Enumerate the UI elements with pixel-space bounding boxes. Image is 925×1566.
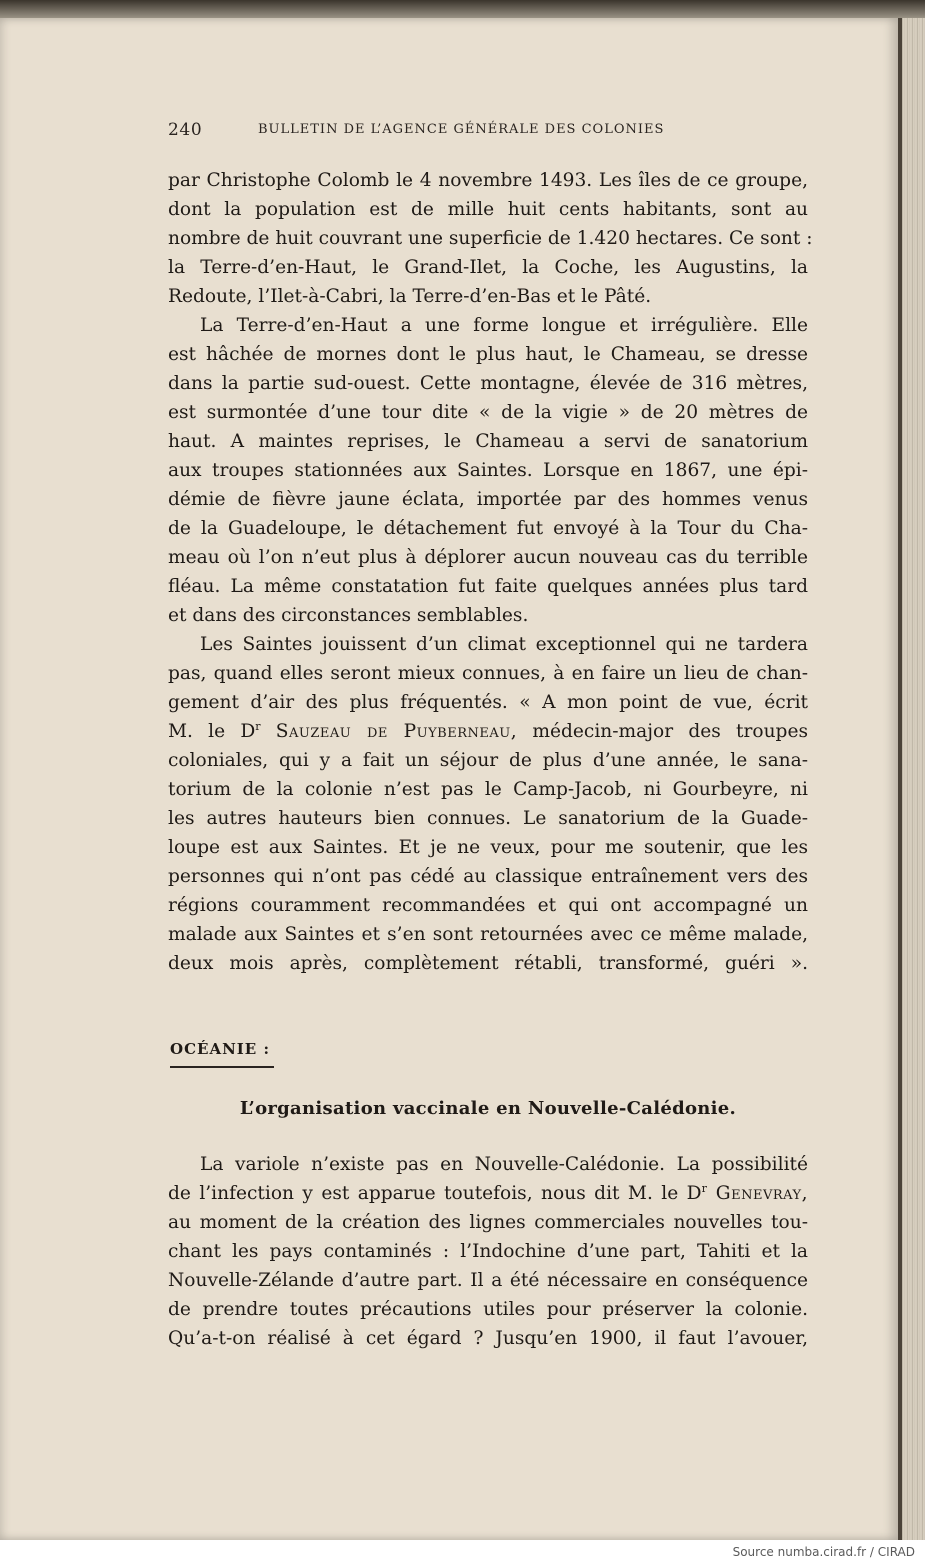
text-line: au moment de la création des lignes commerciales nouvelles tou-	[168, 1212, 808, 1233]
text-line: loupe est aux Saintes. Et je ne veux, pour me soutenir, que les	[168, 837, 808, 858]
source-credit: Source numba.cirad.fr / CIRAD	[732, 1545, 915, 1559]
doctor-prefix: M. le D	[168, 721, 256, 742]
article-title: L’organisation vaccinale en Nouvelle-Calédonie.	[239, 1098, 737, 1119]
doctor-sup: r	[255, 719, 261, 733]
text-line: Les Saintes jouissent d’un climat exceptionnel qui ne tardera	[200, 634, 808, 655]
text-line: la Terre-d’en-Haut, le Grand-Ilet, la Coche, les Augustins, la	[168, 257, 808, 278]
book-fore-edge	[898, 18, 925, 1540]
text-line: nombre de huit couvrant une superficie de 1.420 hectares. Ce sont :	[168, 228, 813, 249]
text-line: La Terre-d’en-Haut a une forme longue et irrégulière. Elle	[200, 315, 808, 336]
text-line: fléau. La même constatation fut faite quelques années plus tard	[168, 576, 808, 597]
text-line: dans la partie sud-ouest. Cette montagne, élevée de 316 mètres,	[168, 373, 808, 394]
text-line: est hâchée de mornes dont le plus haut, le Chameau, se dresse	[168, 344, 808, 365]
page-gutter-shadow	[898, 18, 902, 1540]
paragraph-3	[168, 630, 808, 978]
text-line: est surmontée d’une tour dite « de la vigie » de 20 mètres de	[168, 402, 808, 423]
text-line: dont la population est de mille huit cents habitants, sont au	[168, 199, 808, 220]
text-line: Qu’a-t-on réalisé à cet égard ? Jusqu’en 1900, il faut l’avouer,	[168, 1328, 808, 1349]
page-number: 240	[168, 120, 203, 140]
text-line: aux troupes stationnées aux Saintes. Lorsque en 1867, une épi-	[168, 460, 808, 481]
paragraph-2	[168, 311, 808, 630]
text-line: torium de la colonie n’est pas le Camp-Jacob, ni Gourbeyre, ni	[168, 779, 808, 800]
text-line-doctor	[168, 717, 808, 746]
text-line: les autres hauteurs bien connues. Le sanatorium de la Guade-	[168, 808, 808, 829]
section-rule	[170, 1066, 274, 1068]
paragraph-1	[168, 166, 813, 311]
text-line: La variole n’existe pas en Nouvelle-Calédonie. La possibilité	[200, 1154, 808, 1175]
text-line: Redoute, l’Ilet-à-Cabri, la Terre-d’en-Bas et le Pâté.	[168, 286, 652, 307]
text-line: deux mois après, complètement rétabli, transformé, guéri ».	[168, 953, 808, 974]
text-line: pas, quand elles seront mieux connues, à en faire un lieu de chan-	[168, 663, 808, 684]
text-line: de prendre toutes précautions utiles pour préserver la colonie.	[168, 1299, 808, 1320]
text-line: et dans des circonstances semblables.	[168, 605, 529, 626]
doctor-name: Sauzeau de Puyberneau,	[275, 721, 518, 742]
doctor-prefix: de l’infection y est apparue toutefois, nous dit M. le D	[168, 1183, 702, 1204]
section-label: OCÉANIE :	[170, 1040, 270, 1058]
text-line: Nouvelle-Zélande d’autre part. Il a été nécessaire en conséquence	[168, 1270, 808, 1291]
doctor-name: Genevray,	[706, 1183, 809, 1204]
text-line: haut. A maintes reprises, le Chameau a servi de sanatorium	[168, 431, 808, 452]
doctor-sup: r	[701, 1181, 707, 1195]
running-title: BULLETIN DE L’AGENCE GÉNÉRALE DES COLONIES	[258, 122, 665, 137]
text-line: malade aux Saintes et s’en sont retournées avec ce même malade,	[168, 924, 808, 945]
text-line: de la Guadeloupe, le détachement fut envoyé à la Tour du Cha-	[168, 518, 808, 539]
running-head	[168, 120, 808, 140]
paragraph-4	[168, 1150, 808, 1353]
text-line: régions couramment recommandées et qui ont accompagné un	[168, 895, 808, 916]
text-line-doctor	[168, 1179, 808, 1208]
doctor-suffix: médecin-major des troupes	[517, 721, 808, 742]
text-line: chant les pays contaminés : l’Indochine d’une part, Tahiti et la	[168, 1241, 808, 1262]
text-line: meau où l’on n’eut plus à déplorer aucun nouveau cas du terrible	[168, 547, 808, 568]
text-line: personnes qui n’ont pas cédé au classique entraînement vers des	[168, 866, 808, 887]
text-line: gement d’air des plus fréquentés. « A mon point de vue, écrit	[168, 692, 808, 713]
text-line: démie de fièvre jaune éclata, importée par des hommes venus	[168, 489, 808, 510]
text-line: par Christophe Colomb le 4 novembre 1493. Les îles de ce groupe,	[168, 170, 808, 191]
text-line: coloniales, qui y a fait un séjour de plus d’une année, le sana-	[168, 750, 808, 771]
